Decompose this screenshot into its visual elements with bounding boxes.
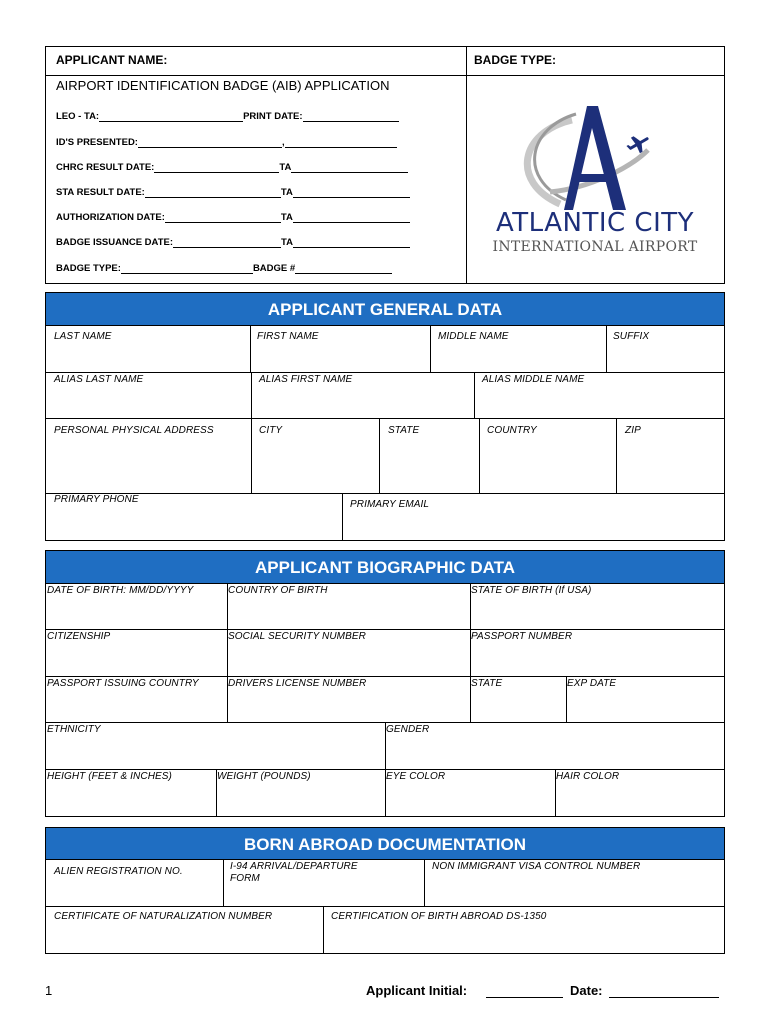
airport-logo bbox=[480, 92, 710, 272]
form-title: AIRPORT IDENTIFICATION BADGE (AIB) APPLICATION bbox=[56, 78, 390, 93]
date-label: Date: bbox=[570, 983, 603, 998]
last-name-field[interactable]: LAST NAME bbox=[54, 331, 112, 342]
alias-middle-name-field[interactable]: ALIAS MIDDLE NAME bbox=[482, 374, 585, 385]
header-divider bbox=[45, 75, 725, 76]
eye-color-field[interactable]: EYE COLOR bbox=[386, 771, 446, 782]
leo-ta-label: LEO - TA: bbox=[56, 111, 100, 122]
first-name-field[interactable]: FIRST NAME bbox=[257, 331, 319, 342]
ssn-field[interactable]: SOCIAL SECURITY NUMBER bbox=[228, 631, 366, 642]
biographic-section-header: APPLICANT BIOGRAPHIC DATA bbox=[45, 550, 725, 584]
height-field[interactable]: HEIGHT (FEET & INCHES) bbox=[47, 771, 172, 782]
gender-field[interactable]: GENDER bbox=[386, 724, 430, 735]
airplane-icon bbox=[624, 130, 653, 157]
alias-first-name-field[interactable]: ALIAS FIRST NAME bbox=[259, 374, 353, 385]
suffix-field[interactable]: SUFFIX bbox=[613, 331, 650, 342]
airport-logo-mark bbox=[480, 92, 710, 212]
badge-type-number-field[interactable] bbox=[56, 263, 392, 274]
country-field[interactable]: COUNTRY bbox=[487, 425, 537, 436]
ids-presented-label: ID'S PRESENTED: bbox=[56, 137, 138, 148]
applicant-initial-label: Applicant Initial: bbox=[366, 983, 468, 998]
badge-issuance-date-field[interactable] bbox=[56, 237, 410, 248]
chrc-result-date-label: CHRC RESULT DATE: bbox=[56, 162, 155, 173]
chrc-result-date-field[interactable] bbox=[56, 162, 408, 173]
ta-label: TA bbox=[280, 187, 293, 198]
ta-label: TA bbox=[281, 237, 293, 248]
weight-field[interactable]: WEIGHT (POUNDS) bbox=[217, 771, 311, 782]
address-field[interactable]: PERSONAL PHYSICAL ADDRESS bbox=[54, 425, 214, 436]
ids-separator: , bbox=[281, 137, 285, 148]
passport-country-field[interactable]: PASSPORT ISSUING COUNTRY bbox=[47, 678, 199, 689]
ta-label: TA bbox=[279, 162, 292, 173]
leo-ta-field[interactable] bbox=[56, 111, 399, 122]
ids-presented-field[interactable] bbox=[56, 137, 397, 148]
ethnicity-field[interactable]: ETHNICITY bbox=[47, 724, 101, 735]
applicant-name-label: APPLICANT NAME: bbox=[56, 53, 168, 67]
i94-field[interactable]: I-94 ARRIVAL/DEPARTURE FORM bbox=[230, 861, 358, 884]
ta-label: TA bbox=[280, 212, 293, 223]
primary-phone-field[interactable]: PRIMARY PHONE bbox=[54, 494, 139, 505]
license-state-field[interactable]: STATE bbox=[471, 678, 503, 689]
page-number: 1 bbox=[45, 983, 53, 998]
city-field[interactable]: CITY bbox=[259, 425, 283, 436]
naturalization-field[interactable]: CERTIFICATE OF NATURALIZATION NUMBER bbox=[54, 911, 273, 922]
citizenship-field[interactable]: CITIZENSHIP bbox=[47, 631, 111, 642]
print-date-label: PRINT DATE: bbox=[243, 111, 303, 122]
sta-result-date-field[interactable] bbox=[56, 187, 410, 198]
header-vertical-divider bbox=[466, 46, 467, 284]
airport-name-line2: INTERNATIONAL AIRPORT bbox=[492, 239, 698, 255]
state-of-birth-field[interactable]: STATE OF BIRTH (If USA) bbox=[471, 585, 592, 596]
authorization-date-label: AUTHORIZATION DATE: bbox=[56, 212, 165, 223]
birth-abroad-field[interactable]: CERTIFICATION OF BIRTH ABROAD DS-1350 bbox=[331, 911, 547, 922]
zip-field[interactable]: ZIP bbox=[625, 425, 641, 436]
authorization-date-field[interactable] bbox=[56, 212, 410, 223]
primary-email-field[interactable]: PRIMARY EMAIL bbox=[350, 499, 430, 510]
airport-name-line1: ATLANTIC CITY bbox=[495, 208, 695, 238]
exp-date-field[interactable]: EXP DATE bbox=[567, 678, 617, 689]
applicant-initial-input[interactable] bbox=[486, 997, 563, 998]
alias-last-name-field[interactable]: ALIAS LAST NAME bbox=[54, 374, 144, 385]
visa-control-field[interactable]: NON IMMIGRANT VISA CONTROL NUMBER bbox=[432, 861, 641, 872]
badge-type-label: BADGE TYPE: bbox=[474, 53, 557, 67]
general-section-header: APPLICANT GENERAL DATA bbox=[45, 292, 725, 326]
country-of-birth-field[interactable]: COUNTRY OF BIRTH bbox=[228, 585, 328, 596]
badge-type-small-label: BADGE TYPE: bbox=[56, 263, 121, 274]
hair-color-field[interactable]: HAIR COLOR bbox=[556, 771, 620, 782]
alien-registration-field[interactable]: ALIEN REGISTRATION NO. bbox=[54, 866, 183, 877]
sta-result-date-label: STA RESULT DATE: bbox=[56, 187, 145, 198]
middle-name-field[interactable]: MIDDLE NAME bbox=[438, 331, 509, 342]
badge-number-label: BADGE # bbox=[252, 263, 296, 274]
date-input[interactable] bbox=[609, 997, 719, 998]
abroad-section-header: BORN ABROAD DOCUMENTATION bbox=[45, 827, 725, 860]
passport-number-field[interactable]: PASSPORT NUMBER bbox=[471, 631, 573, 642]
state-field[interactable]: STATE bbox=[388, 425, 420, 436]
dob-field[interactable]: DATE OF BIRTH: MM/DD/YYYY bbox=[47, 585, 194, 596]
drivers-license-field[interactable]: DRIVERS LICENSE NUMBER bbox=[228, 678, 367, 689]
badge-issuance-date-label: BADGE ISSUANCE DATE: bbox=[56, 237, 173, 248]
